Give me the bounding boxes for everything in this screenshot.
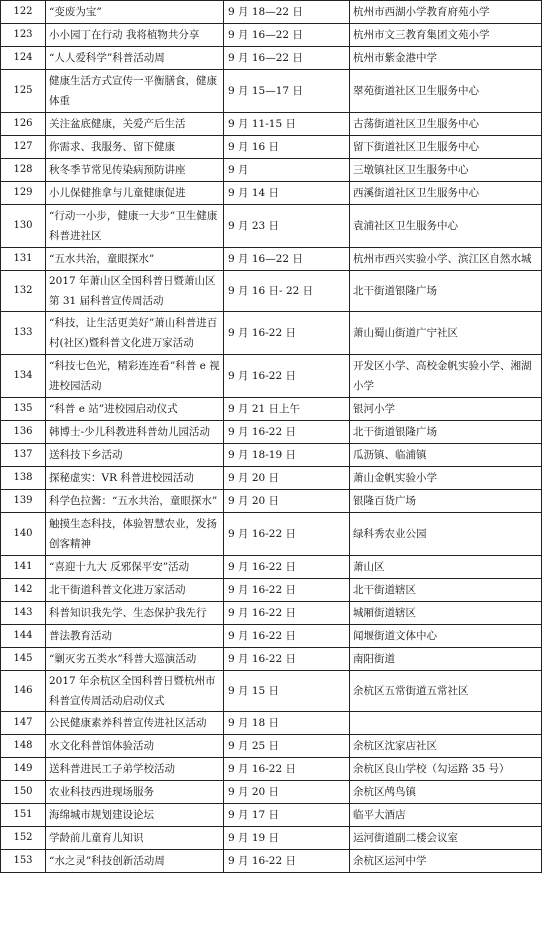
activity-location: 北干街道辖区 — [350, 579, 542, 602]
row-number: 124 — [1, 47, 46, 70]
table-row — [1, 248, 542, 271]
activity-location: 杭州市文三教育集团文苑小学 — [350, 24, 542, 47]
activity-location: 闻堰街道文体中心 — [350, 625, 542, 648]
activity-name: 海绵城市规划建设论坛 — [46, 804, 224, 827]
activity-date: 9 月 16-22 日 — [224, 758, 350, 781]
activity-date: 9 月 15—17 日 — [224, 70, 350, 113]
activity-date: 9 月 23 日 — [224, 205, 350, 248]
row-number: 146 — [1, 671, 46, 712]
activity-location: 杭州市西湖小学教育府苑小学 — [350, 1, 542, 24]
row-number: 137 — [1, 444, 46, 467]
table-row — [1, 625, 542, 648]
table-row — [1, 421, 542, 444]
activity-name: “喜迎十九大 反邪保平安”活动 — [46, 556, 224, 579]
activity-location: 开发区小学、高校金帆实验小学、湘湖小学 — [350, 355, 542, 398]
table-row — [1, 781, 542, 804]
row-number: 150 — [1, 781, 46, 804]
activity-location: 萧山蜀山街道广宁社区 — [350, 312, 542, 355]
table-row — [1, 712, 542, 735]
activity-date: 9 月 14 日 — [224, 182, 350, 205]
activity-name: 你需求、我服务、留下健康 — [46, 136, 224, 159]
row-number: 135 — [1, 398, 46, 421]
activity-location: 翠苑街道社区卫生服务中心 — [350, 70, 542, 113]
row-number: 133 — [1, 312, 46, 355]
activity-date: 9 月 16-22 日 — [224, 312, 350, 355]
table-row — [1, 113, 542, 136]
activity-date: 9 月 18—22 日 — [224, 1, 350, 24]
activity-location: 余杭区沈家店社区 — [350, 735, 542, 758]
activity-location: 北干街道银隆广场 — [350, 271, 542, 312]
activity-name: 小小园丁在行动 我将植物共分享 — [46, 24, 224, 47]
activity-location: 绿科秀农业公园 — [350, 513, 542, 556]
table-row — [1, 671, 542, 712]
activity-name: “剿灭劣五类水”科普大巡演活动 — [46, 648, 224, 671]
activity-location: 银隆百货广场 — [350, 490, 542, 513]
table-row — [1, 398, 542, 421]
table-row — [1, 556, 542, 579]
row-number: 152 — [1, 827, 46, 850]
activity-location: 萧山区 — [350, 556, 542, 579]
activity-name: 科普知识我先学、生态保护我先行 — [46, 602, 224, 625]
activity-location: 余杭区运河中学 — [350, 850, 542, 873]
activity-location: 南阳街道 — [350, 648, 542, 671]
activity-location: 袁浦社区卫生服务中心 — [350, 205, 542, 248]
row-number: 144 — [1, 625, 46, 648]
activity-name: “科技七色光，精彩连连看”科普 e 视进校园活动 — [46, 355, 224, 398]
row-number: 123 — [1, 24, 46, 47]
activity-date: 9 月 16-22 日 — [224, 648, 350, 671]
row-number: 125 — [1, 70, 46, 113]
row-number: 142 — [1, 579, 46, 602]
activity-date: 9 月 16 日 — [224, 136, 350, 159]
activity-name: “人人爱科学”科普活动周 — [46, 47, 224, 70]
table-row — [1, 1, 542, 24]
row-number: 132 — [1, 271, 46, 312]
row-number: 134 — [1, 355, 46, 398]
activity-location: 西溪街道社区卫生服务中心 — [350, 182, 542, 205]
activity-name: 科学色拉酱：“五水共治，童眼探水” — [46, 490, 224, 513]
activity-date: 9 月 16—22 日 — [224, 24, 350, 47]
activity-name: 探秘虚实：VR 科普进校园活动 — [46, 467, 224, 490]
table-row — [1, 24, 542, 47]
row-number: 130 — [1, 205, 46, 248]
table-row — [1, 758, 542, 781]
row-number: 149 — [1, 758, 46, 781]
activity-name: “行动一小步，健康一大步”卫生健康科普进社区 — [46, 205, 224, 248]
row-number: 151 — [1, 804, 46, 827]
activity-date: 9 月 16-22 日 — [224, 421, 350, 444]
activity-location: 城厢街道辖区 — [350, 602, 542, 625]
table-row — [1, 602, 542, 625]
activity-name: 2017 年萧山区全国科普日暨萧山区第 31 届科普宣传周活动 — [46, 271, 224, 312]
table-row — [1, 513, 542, 556]
activity-name: “水之灵”科技创新活动周 — [46, 850, 224, 873]
activity-date: 9 月 16-22 日 — [224, 355, 350, 398]
activity-date: 9 月 18 日 — [224, 712, 350, 735]
activity-date: 9 月 17 日 — [224, 804, 350, 827]
activity-name: 送科普进民工子弟学校活动 — [46, 758, 224, 781]
activity-date: 9 月 21 日上午 — [224, 398, 350, 421]
row-number: 136 — [1, 421, 46, 444]
activity-location: 三墩镇社区卫生服务中心 — [350, 159, 542, 182]
activity-location: 余杭区良山学校（勾运路 35 号） — [350, 758, 542, 781]
activity-date: 9 月 20 日 — [224, 781, 350, 804]
activity-location: 萧山金帆实验小学 — [350, 467, 542, 490]
activity-location: 银河小学 — [350, 398, 542, 421]
activity-date: 9 月 20 日 — [224, 467, 350, 490]
activity-location: 杭州市西兴实验小学、滨江区自然水城 — [350, 248, 542, 271]
activity-name: “科普 e 站”进校园启动仪式 — [46, 398, 224, 421]
row-number: 141 — [1, 556, 46, 579]
activity-name: 送科技下乡活动 — [46, 444, 224, 467]
table-body — [1, 1, 542, 873]
activity-name: 公民健康素养科普宣传进社区活动 — [46, 712, 224, 735]
activity-date: 9 月 25 日 — [224, 735, 350, 758]
activity-date: 9 月 — [224, 159, 350, 182]
row-number: 143 — [1, 602, 46, 625]
row-number: 140 — [1, 513, 46, 556]
activity-date: 9 月 16—22 日 — [224, 47, 350, 70]
row-number: 129 — [1, 182, 46, 205]
row-number: 138 — [1, 467, 46, 490]
activity-date: 9 月 16-22 日 — [224, 625, 350, 648]
activity-name: “变废为宝” — [46, 1, 224, 24]
row-number: 131 — [1, 248, 46, 271]
table-row — [1, 271, 542, 312]
activity-date: 9 月 15 日 — [224, 671, 350, 712]
activity-name: 韩博士-少儿科教进科普幼儿园活动 — [46, 421, 224, 444]
activity-date: 9 月 16—22 日 — [224, 248, 350, 271]
activity-date: 9 月 16 日- 22 日 — [224, 271, 350, 312]
table-row — [1, 70, 542, 113]
activity-date: 9 月 16-22 日 — [224, 556, 350, 579]
activity-location: 余杭区五常街道五常社区 — [350, 671, 542, 712]
row-number: 128 — [1, 159, 46, 182]
table-row — [1, 205, 542, 248]
row-number: 127 — [1, 136, 46, 159]
row-number: 139 — [1, 490, 46, 513]
activity-date: 9 月 16-22 日 — [224, 602, 350, 625]
table-row — [1, 804, 542, 827]
table-row — [1, 312, 542, 355]
table-row — [1, 579, 542, 602]
activity-location: 古荡街道社区卫生服务中心 — [350, 113, 542, 136]
row-number: 122 — [1, 1, 46, 24]
row-number: 145 — [1, 648, 46, 671]
table-row — [1, 827, 542, 850]
activity-date: 9 月 16-22 日 — [224, 513, 350, 556]
activity-date: 9 月 20 日 — [224, 490, 350, 513]
activity-name: 2017 年余杭区全国科普日暨杭州市科普宣传周活动启动仪式 — [46, 671, 224, 712]
activity-name: 关注盆底健康，关爱产后生活 — [46, 113, 224, 136]
activity-name: 健康生活方式宣传一平衡膳食，健康体重 — [46, 70, 224, 113]
activity-name: 北干街道科普文化进万家活动 — [46, 579, 224, 602]
activity-date: 9 月 19 日 — [224, 827, 350, 850]
activity-location: 临平大酒店 — [350, 804, 542, 827]
activity-location: 运河街道副二楼会议室 — [350, 827, 542, 850]
row-number: 153 — [1, 850, 46, 873]
activity-date: 9 月 18-19 日 — [224, 444, 350, 467]
row-number: 126 — [1, 113, 46, 136]
table-row — [1, 355, 542, 398]
activity-date: 9 月 11-15 日 — [224, 113, 350, 136]
activity-location: 杭州市紫金港中学 — [350, 47, 542, 70]
table-row — [1, 444, 542, 467]
activity-location: 留下街道社区卫生服务中心 — [350, 136, 542, 159]
activity-name: 小儿保健推拿与儿童健康促进 — [46, 182, 224, 205]
table-row — [1, 490, 542, 513]
table-row — [1, 467, 542, 490]
table-row — [1, 182, 542, 205]
activity-name: 学龄前儿童育儿知识 — [46, 827, 224, 850]
activity-location — [350, 712, 542, 735]
activity-name: 水文化科普馆体验活动 — [46, 735, 224, 758]
activity-name: “科技，让生活更美好”萧山科普进百村(社区)暨科普文化进万家活动 — [46, 312, 224, 355]
activity-name: 触摸生态科技，体验智慧农业，发扬创客精神 — [46, 513, 224, 556]
activity-location: 瓜沥镇、临浦镇 — [350, 444, 542, 467]
table-row — [1, 648, 542, 671]
activity-name: 农业科技西进现场服务 — [46, 781, 224, 804]
activity-date: 9 月 16-22 日 — [224, 850, 350, 873]
activity-name: “五水共治，童眼探水” — [46, 248, 224, 271]
activity-location: 北干街道银隆广场 — [350, 421, 542, 444]
row-number: 148 — [1, 735, 46, 758]
table-row — [1, 47, 542, 70]
activity-location: 余杭区鸬鸟镇 — [350, 781, 542, 804]
table-row — [1, 136, 542, 159]
activity-date: 9 月 16-22 日 — [224, 579, 350, 602]
activity-name: 普法教育活动 — [46, 625, 224, 648]
table-row — [1, 159, 542, 182]
activity-name: 秋冬季节常见传染病预防讲座 — [46, 159, 224, 182]
table-row — [1, 735, 542, 758]
table-row — [1, 850, 542, 873]
row-number: 147 — [1, 712, 46, 735]
